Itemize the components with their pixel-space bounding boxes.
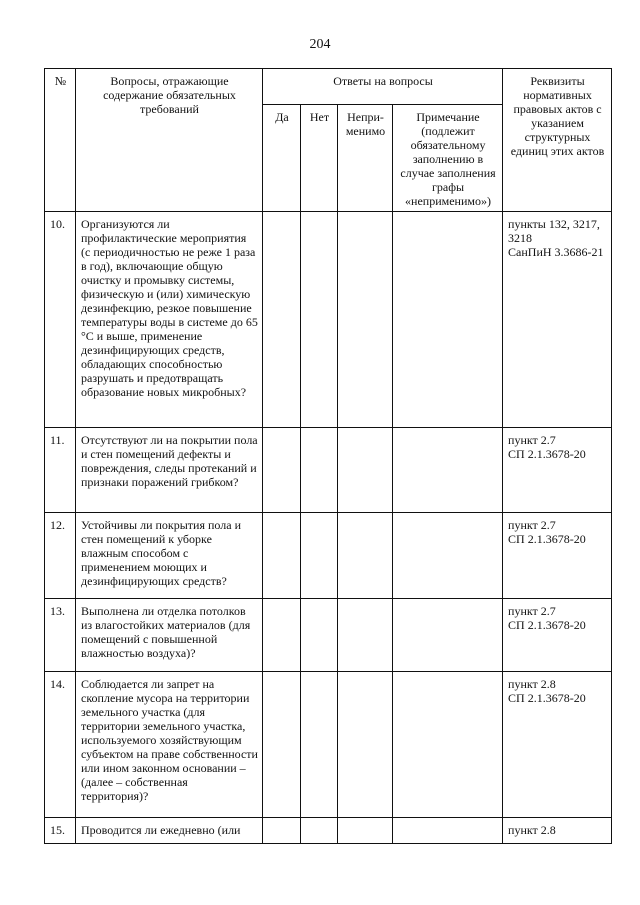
answer-no-cell[interactable] <box>301 818 338 844</box>
row-number: 15. <box>45 818 76 844</box>
header-answers: Ответы на вопросы <box>263 69 503 105</box>
answer-not-applicable-cell[interactable] <box>338 599 393 672</box>
answer-no-cell[interactable] <box>301 212 338 428</box>
row-question: Выполнена ли отделка потолков из влагостойких материалов (для помещений с повышенной влажностью воздуха)? <box>76 599 263 672</box>
answer-yes-cell[interactable] <box>263 672 301 818</box>
table-row <box>45 212 612 428</box>
table-header <box>45 69 612 212</box>
answer-yes-cell[interactable] <box>263 428 301 513</box>
row-requisites: пункт 2.7 СП 2.1.3678-20 <box>503 599 612 672</box>
checklist-table <box>44 68 612 844</box>
header-num: № <box>45 69 76 212</box>
table-row <box>45 428 612 513</box>
row-requisites: пункт 2.7 СП 2.1.3678-20 <box>503 513 612 599</box>
row-question: Организуются ли профилактические мероприятия (с периодичностью не реже 1 раза в год), включающие общую очистку и промывку системы, физическую и (или) химическую дезинфекцию, резкое повышение температуры воды в системе до 65 °С и выше, применение дезинфицирующих средств, обладающих способностью разрушать и предотвращать образование новых микробных? <box>76 212 263 428</box>
table-row <box>45 818 612 844</box>
header-no: Нет <box>301 105 338 212</box>
row-question: Соблюдается ли запрет на скопление мусора на территории земельного участка (для территории земельного участка, используемого хозяйствующим субъектом на праве собственности или ином законном основании – (далее – собственная территория)? <box>76 672 263 818</box>
row-question: Устойчивы ли покрытия пола и стен помещений к уборке влажным способом с применением моющих и дезинфицирующих средств? <box>76 513 263 599</box>
answer-not-applicable-cell[interactable] <box>338 212 393 428</box>
row-requisites: пункты 132, 3217, 3218 СанПиН 3.3686-21 <box>503 212 612 428</box>
row-number: 14. <box>45 672 76 818</box>
answer-yes-cell[interactable] <box>263 212 301 428</box>
answer-yes-cell[interactable] <box>263 599 301 672</box>
answer-yes-cell[interactable] <box>263 513 301 599</box>
header-questions: Вопросы, отражающие содержание обязательных требований <box>76 69 263 212</box>
row-requisites: пункт 2.8 <box>503 818 612 844</box>
answer-not-applicable-cell[interactable] <box>338 513 393 599</box>
answer-not-applicable-cell[interactable] <box>338 672 393 818</box>
note-cell[interactable] <box>393 818 503 844</box>
header-yes: Да <box>263 105 301 212</box>
header-note: Примечание (подлежит обязательному заполнению в случае заполнения графы «неприменимо») <box>393 105 503 212</box>
header-requisites: Реквизиты нормативных правовых актов с указанием структурных единиц этих актов <box>503 69 612 212</box>
answer-no-cell[interactable] <box>301 672 338 818</box>
note-cell[interactable] <box>393 513 503 599</box>
note-cell[interactable] <box>393 212 503 428</box>
table-row <box>45 672 612 818</box>
row-number: 12. <box>45 513 76 599</box>
note-cell[interactable] <box>393 599 503 672</box>
row-question: Отсутствуют ли на покрытии пола и стен помещений дефекты и повреждения, следы протеканий и признаки поражений грибком? <box>76 428 263 513</box>
row-requisites: пункт 2.7 СП 2.1.3678-20 <box>503 428 612 513</box>
row-question: Проводится ли ежедневно (или <box>76 818 263 844</box>
row-number: 11. <box>45 428 76 513</box>
note-cell[interactable] <box>393 428 503 513</box>
answer-no-cell[interactable] <box>301 428 338 513</box>
answer-not-applicable-cell[interactable] <box>338 428 393 513</box>
row-number: 13. <box>45 599 76 672</box>
table-row <box>45 599 612 672</box>
row-number: 10. <box>45 212 76 428</box>
header-not-applicable: Непри-менимо <box>338 105 393 212</box>
table-body <box>45 212 612 844</box>
table-row <box>45 513 612 599</box>
answer-no-cell[interactable] <box>301 599 338 672</box>
answer-no-cell[interactable] <box>301 513 338 599</box>
answer-yes-cell[interactable] <box>263 818 301 844</box>
note-cell[interactable] <box>393 672 503 818</box>
row-requisites: пункт 2.8 СП 2.1.3678-20 <box>503 672 612 818</box>
answer-not-applicable-cell[interactable] <box>338 818 393 844</box>
page-number: 204 <box>309 37 331 52</box>
